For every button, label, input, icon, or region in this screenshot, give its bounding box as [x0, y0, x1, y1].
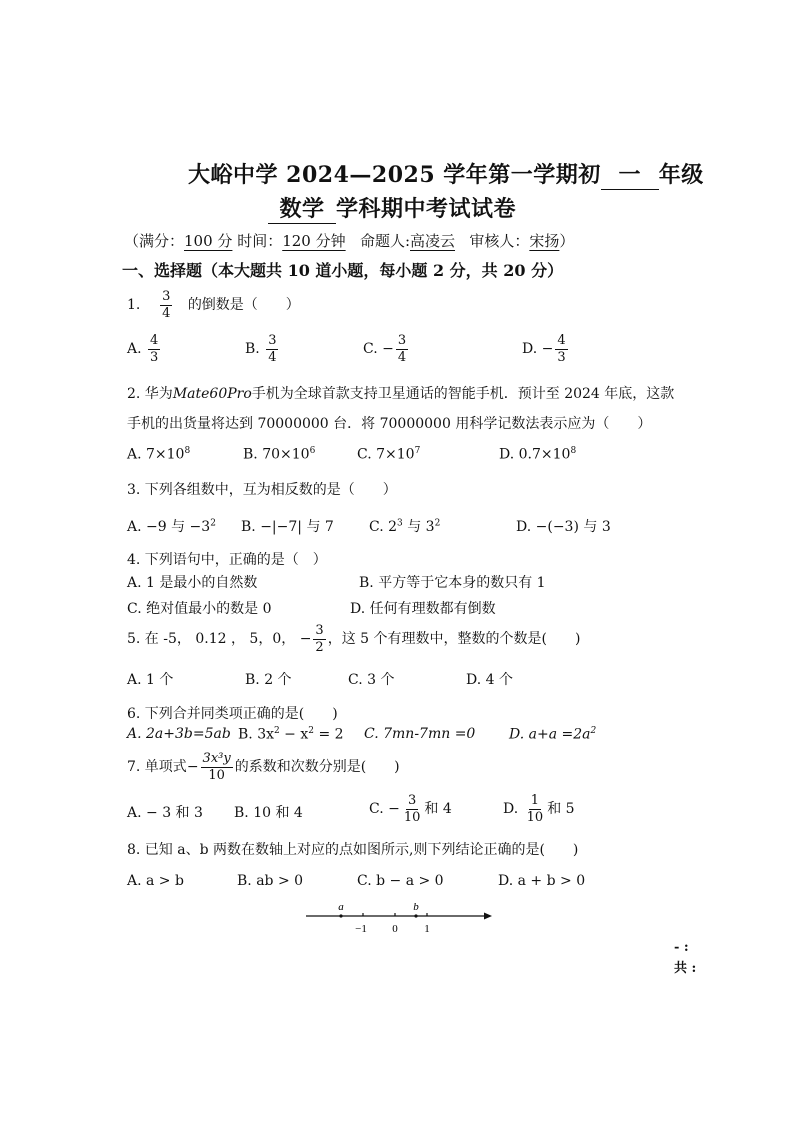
q1-a-fraction [148, 334, 160, 364]
opt-text: D. a+a =2a [509, 726, 591, 743]
question-5 [127, 624, 580, 654]
frac-num: 1 [530, 793, 540, 808]
frac-den: 2 [315, 639, 324, 655]
opt-text: A. −9 与 −3 [127, 519, 211, 535]
q1-c-fraction [396, 334, 408, 364]
q5-option-b: B. 2 个 [245, 672, 292, 688]
question-2-line2: 手机的出货量将达到 70000000 台．将 70000000 用科学记数法表示应为（ ） [127, 416, 652, 432]
q8-option-c: C. b − a > 0 [357, 873, 444, 889]
q4-option-d: D. 任何有理数都有倒数 [350, 601, 496, 617]
opt-label: A. [127, 341, 142, 358]
q7-suffix: 的系数和次数分别是( ) [234, 759, 400, 776]
opt-label: D. [522, 341, 538, 358]
q8-option-a: A. a > b [127, 873, 184, 889]
tick-label-minus-one: −1 [355, 923, 367, 935]
opt-text: 与 3 [402, 519, 435, 535]
grade-value: 一 [618, 162, 642, 188]
frac-den: 4 [162, 305, 171, 321]
q5-option-c: C. 3 个 [348, 672, 395, 688]
opt-label: C. [363, 341, 378, 358]
question-8: 8. 已知 a、b 两数在数轴上对应的点如图所示,则下列结论正确的是( ) [127, 842, 579, 858]
title-text: 大峪中学 2024—2025 学年第一学期初 [188, 162, 601, 188]
frac-den: 4 [397, 349, 407, 365]
q3-option-d: D. −(−3) 与 3 [516, 519, 611, 535]
tick-label-zero: 0 [392, 923, 398, 935]
q2-prefix: 2. 华为 [127, 386, 173, 402]
frac-den: 3 [150, 349, 159, 365]
exam-time: 120 分钟 [282, 232, 346, 250]
opt-sign: − [382, 341, 394, 358]
question-7 [127, 752, 400, 782]
exam-meta [124, 230, 574, 251]
frac-num: 3 [268, 333, 277, 348]
q3-option-a [127, 516, 216, 536]
meta-open: （满分： [124, 232, 185, 250]
opt-text: B. 70×10 [243, 446, 310, 463]
q5-fraction [313, 624, 325, 654]
frac-num: 3x³y [202, 751, 231, 766]
opt-sign: − [541, 341, 554, 358]
question-2-line1 [127, 383, 674, 403]
opt-exp: 2 [308, 726, 314, 736]
q1-option-d [522, 334, 570, 364]
question-6: 6. 下列合并同类项正确的是( ) [127, 706, 338, 722]
opt-text: A. 7×10 [127, 446, 185, 463]
q1-fraction [160, 290, 172, 320]
q3-option-c [369, 516, 440, 536]
opt-text: 和 4 [424, 801, 452, 818]
q6-option-a: A. 2a+3b=5ab [127, 726, 231, 742]
title-grade-suffix: 年级 [658, 162, 704, 188]
q3-option-b: B. −|−7| 与 7 [241, 519, 334, 535]
q8-option-d: D. a + b > 0 [498, 873, 586, 889]
q7-sign: − [186, 759, 199, 776]
frac-num: 3 [407, 793, 417, 808]
q2-option-b [243, 446, 315, 463]
q7-option-a: A. − 3 和 3 [127, 805, 203, 821]
opt-label: C. [369, 801, 384, 818]
opt-exp: 8 [184, 446, 191, 456]
q5-suffix: ，这 5 个有理数中，整数的个数是( ) [327, 631, 581, 648]
reviewer-name: 宋扬 [529, 232, 560, 250]
opt-exp: 6 [309, 446, 316, 456]
q8-option-b: B. ab > 0 [237, 873, 304, 889]
opt-sign: − [388, 801, 400, 818]
label-b: b [413, 901, 419, 913]
q6-option-c: C. 7mn-7mn =0 [364, 726, 476, 742]
frac-den: 4 [268, 349, 277, 365]
opt-exp: 7 [414, 446, 421, 456]
frac-den: 10 [403, 809, 421, 825]
q4-option-b: B. 平方等于它本身的数只有 1 [359, 575, 546, 591]
number-line-diagram [300, 898, 500, 940]
full-score: 100 分 [184, 232, 233, 250]
q2-option-c [357, 446, 420, 463]
q7-option-d [503, 794, 575, 824]
q7-fraction [201, 752, 233, 782]
author-name: 高凌云 [410, 232, 456, 250]
subject-blank [268, 192, 336, 224]
q5-option-a: A. 1 个 [127, 672, 174, 688]
q5-option-d: D. 4 个 [466, 672, 513, 688]
subject-value: 数学 [279, 196, 325, 222]
meta-close: ） [559, 232, 575, 250]
q7-c-fraction [402, 794, 423, 824]
reviewer-label: 审核人： [469, 232, 530, 250]
point-b [414, 914, 417, 917]
q7-option-b: B. 10 和 4 [234, 805, 303, 821]
q6-option-b [238, 726, 344, 743]
label-a: a [338, 901, 344, 913]
axis-arrow [484, 913, 492, 920]
opt-text: C. 2 [369, 519, 398, 535]
frac-den: 10 [526, 809, 544, 825]
frac-num: 3 [315, 623, 324, 638]
opt-text: − x [279, 726, 309, 743]
opt-exp: 2 [274, 726, 280, 736]
page-marker-bottom: 共 : [674, 961, 697, 976]
opt-text: C. 7×10 [357, 446, 415, 463]
q7-option-c [369, 794, 452, 824]
time-label: 时间： [237, 232, 283, 250]
frac-num: 4 [150, 333, 159, 348]
q7-d-fraction [525, 794, 546, 824]
exam-title-line2 [268, 192, 516, 224]
opt-label: B. [245, 341, 260, 358]
q1-option-c [363, 334, 410, 364]
q1-b-fraction [266, 334, 278, 364]
q7-prefix: 7. 单项式 [127, 759, 187, 776]
question-4: 4. 下列语句中，正确的是（ ） [127, 552, 327, 568]
q2-text: 手机为全球首款支持卫星通话的智能手机．预计至 2024 年底，这款 [251, 386, 675, 402]
q1-number: 1. [127, 297, 141, 314]
q1-option-b [245, 334, 280, 364]
frac-num: 3 [162, 289, 171, 304]
opt-label: D. [503, 801, 519, 818]
point-a [339, 914, 342, 917]
opt-text: B. 3x [238, 726, 274, 743]
opt-exp: 2 [590, 726, 597, 736]
opt-exp: 3 [397, 518, 403, 529]
q2-option-a [127, 446, 190, 463]
grade-blank [601, 158, 659, 190]
q1-option-a [127, 334, 162, 364]
q2-option-d [499, 446, 576, 463]
phone-model: Mate60Pro [172, 386, 252, 402]
question-1 [127, 290, 300, 320]
opt-exp: 2 [210, 518, 216, 529]
opt-text: = 2 [314, 726, 344, 743]
q1-d-fraction [555, 334, 567, 364]
exam-title-line1 [188, 158, 704, 190]
q4-option-c: C. 绝对值最小的数是 0 [127, 601, 272, 617]
author-label: 命题人: [359, 232, 410, 250]
title-subject-suffix: 学科期中考试试卷 [336, 196, 517, 222]
opt-exp: 2 [434, 518, 441, 529]
frac-den: 3 [557, 349, 566, 365]
page-marker-top: - : [674, 940, 689, 955]
frac-num: 4 [557, 333, 566, 348]
frac-num: 3 [397, 333, 407, 348]
q6-option-d [509, 726, 596, 743]
tick-label-one: 1 [424, 923, 430, 935]
q4-option-a: A. 1 是最小的自然数 [127, 575, 258, 591]
section-heading: 一、选择题（本大题共 10 道小题，每小题 2 分，共 20 分） [122, 261, 564, 280]
q5-prefix: 5. 在 -5， 0.12 ， 5，0， [127, 631, 296, 648]
frac-den: 10 [208, 767, 225, 783]
opt-text: 和 5 [547, 801, 575, 818]
q1-stem: 的倒数是（ ） [187, 297, 300, 314]
opt-text: D. 0.7×10 [499, 446, 571, 463]
question-3: 3. 下列各组数中，互为相反数的是（ ） [127, 482, 397, 498]
opt-exp: 8 [570, 446, 577, 456]
q5-sign: − [299, 631, 312, 648]
